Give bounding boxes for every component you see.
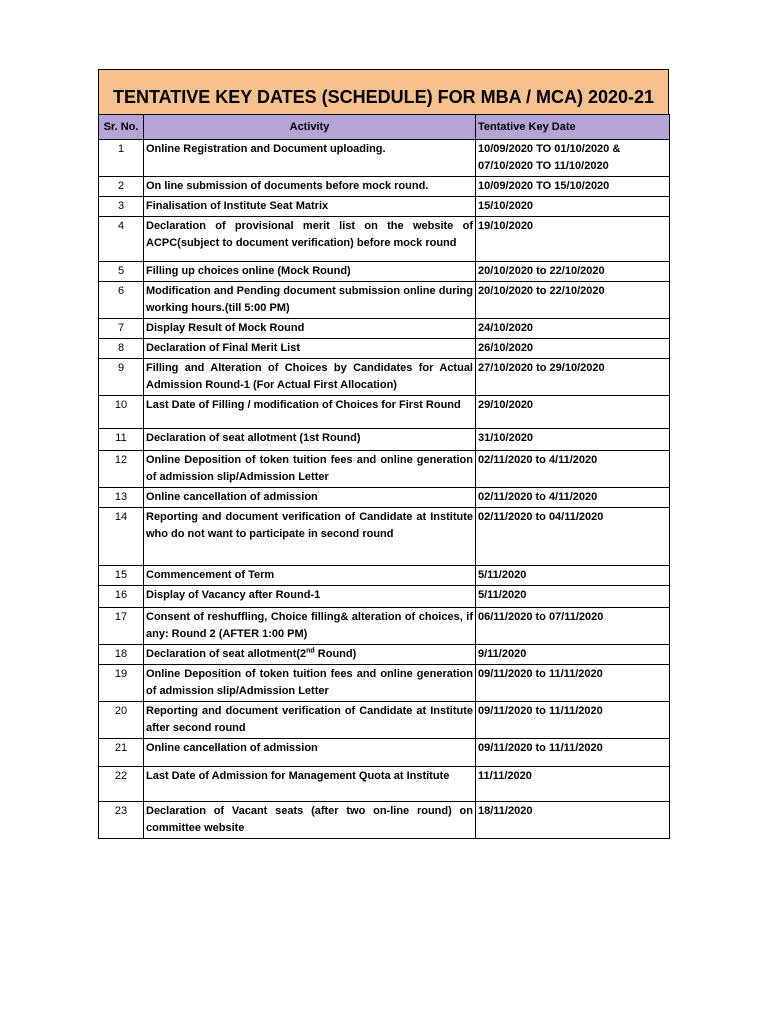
row-sr-no: 7 <box>99 319 144 339</box>
row-date: 06/11/2020 to 07/11/2020 <box>476 608 670 645</box>
row-sr-no: 14 <box>99 508 144 566</box>
row-activity: Display Result of Mock Round <box>144 319 476 339</box>
row-sr-no: 10 <box>99 396 144 429</box>
header-row <box>99 115 670 140</box>
row-activity: Online cancellation of admission <box>144 739 476 767</box>
row-date: 9/11/2020 <box>476 645 670 665</box>
row-activity: On line submission of documents before mock round. <box>144 177 476 197</box>
row-date: 20/10/2020 to 22/10/2020 <box>476 282 670 319</box>
row-sr-no: 19 <box>99 665 144 702</box>
row-sr-no: 18 <box>99 645 144 665</box>
row-sr-no: 6 <box>99 282 144 319</box>
row-activity: Last Date of Admission for Management Quota at Institute <box>144 767 476 802</box>
table-row <box>99 739 670 767</box>
document-title: TENTATIVE KEY DATES (SCHEDULE) FOR MBA / MCA) 2020-21 <box>98 69 669 114</box>
row-activity: Last Date of Filling / modification of Choices for First Round <box>144 396 476 429</box>
row-date: 26/10/2020 <box>476 339 670 359</box>
header-sr: Sr. No. <box>99 115 144 140</box>
row-activity: Declaration of Vacant seats (after two on-line round) on committee website <box>144 802 476 839</box>
row-activity: Consent of reshuffling, Choice filling& alteration of choices, if any: Round 2 (AFTER 1:00 PM) <box>144 608 476 645</box>
row-date: 31/10/2020 <box>476 429 670 451</box>
row-activity: Online Registration and Document uploading. <box>144 140 476 177</box>
table-row <box>99 396 670 429</box>
table-row <box>99 508 670 566</box>
ordinal-suffix: nd <box>306 647 315 655</box>
table-row <box>99 702 670 739</box>
schedule-sheet <box>98 69 669 839</box>
row-sr-no: 12 <box>99 451 144 488</box>
table-row <box>99 197 670 217</box>
row-activity <box>144 645 476 665</box>
row-sr-no: 2 <box>99 177 144 197</box>
row-activity: Filling up choices online (Mock Round) <box>144 262 476 282</box>
row-activity: Display of Vacancy after Round-1 <box>144 586 476 608</box>
activity-text: Round) <box>314 648 357 660</box>
row-sr-no: 23 <box>99 802 144 839</box>
row-date: 27/10/2020 to 29/10/2020 <box>476 359 670 396</box>
header-activity: Activity <box>144 115 476 140</box>
row-sr-no: 21 <box>99 739 144 767</box>
schedule-table <box>98 114 670 839</box>
row-date: 15/10/2020 <box>476 197 670 217</box>
row-date: 24/10/2020 <box>476 319 670 339</box>
table-row <box>99 140 670 177</box>
table-row <box>99 359 670 396</box>
row-activity: Online Deposition of token tuition fees and online generation of admission slip/Admission Letter <box>144 665 476 702</box>
row-sr-no: 1 <box>99 140 144 177</box>
row-activity: Declaration of provisional merit list on the website of ACPC(subject to document verification) before mock round <box>144 217 476 262</box>
row-date: 02/11/2020 to 4/11/2020 <box>476 488 670 508</box>
table-row <box>99 566 670 586</box>
table-body <box>99 140 670 839</box>
row-activity: Finalisation of Institute Seat Matrix <box>144 197 476 217</box>
row-activity: Online cancellation of admission <box>144 488 476 508</box>
row-date: 09/11/2020 to 11/11/2020 <box>476 665 670 702</box>
table-row <box>99 262 670 282</box>
table-row <box>99 429 670 451</box>
table-row <box>99 177 670 197</box>
row-date: 09/11/2020 to 11/11/2020 <box>476 739 670 767</box>
row-date: 19/10/2020 <box>476 217 670 262</box>
row-sr-no: 15 <box>99 566 144 586</box>
row-date: 5/11/2020 <box>476 586 670 608</box>
row-activity: Reporting and document verification of Candidate at Institute who do not want to participate in second round <box>144 508 476 566</box>
row-sr-no: 17 <box>99 608 144 645</box>
row-activity: Online Deposition of token tuition fees and online generation of admission slip/Admission Letter <box>144 451 476 488</box>
row-date: 29/10/2020 <box>476 396 670 429</box>
row-sr-no: 20 <box>99 702 144 739</box>
header-date: Tentative Key Date <box>476 115 670 140</box>
table-row <box>99 319 670 339</box>
row-date: 10/09/2020 TO 15/10/2020 <box>476 177 670 197</box>
row-sr-no: 22 <box>99 767 144 802</box>
table-row <box>99 608 670 645</box>
row-date: 02/11/2020 to 4/11/2020 <box>476 451 670 488</box>
table-row <box>99 586 670 608</box>
row-activity: Declaration of Final Merit List <box>144 339 476 359</box>
row-activity: Reporting and document verification of Candidate at Institute after second round <box>144 702 476 739</box>
row-date: 11/11/2020 <box>476 767 670 802</box>
row-activity: Commencement of Term <box>144 566 476 586</box>
row-sr-no: 11 <box>99 429 144 451</box>
row-activity: Declaration of seat allotment (1st Round) <box>144 429 476 451</box>
row-sr-no: 16 <box>99 586 144 608</box>
row-sr-no: 8 <box>99 339 144 359</box>
row-activity: Filling and Alteration of Choices by Candidates for Actual Admission Round-1 (For Actual First Allocation) <box>144 359 476 396</box>
row-sr-no: 4 <box>99 217 144 262</box>
row-date: 09/11/2020 to 11/11/2020 <box>476 702 670 739</box>
row-sr-no: 3 <box>99 197 144 217</box>
table-row <box>99 282 670 319</box>
row-date: 5/11/2020 <box>476 566 670 586</box>
table-row <box>99 645 670 665</box>
row-sr-no: 13 <box>99 488 144 508</box>
table-row <box>99 767 670 802</box>
row-sr-no: 5 <box>99 262 144 282</box>
row-date: 18/11/2020 <box>476 802 670 839</box>
table-row <box>99 217 670 262</box>
table-row <box>99 339 670 359</box>
row-date: 02/11/2020 to 04/11/2020 <box>476 508 670 566</box>
table-row <box>99 802 670 839</box>
activity-text: Declaration of seat allotment(2 <box>146 648 307 660</box>
table-row <box>99 665 670 702</box>
row-sr-no: 9 <box>99 359 144 396</box>
row-activity: Modification and Pending document submission online during working hours.(till 5:00 PM) <box>144 282 476 319</box>
table-row <box>99 451 670 488</box>
table-row <box>99 488 670 508</box>
row-date: 10/09/2020 TO 01/10/2020 & 07/10/2020 TO 11/10/2020 <box>476 140 670 177</box>
row-date: 20/10/2020 to 22/10/2020 <box>476 262 670 282</box>
